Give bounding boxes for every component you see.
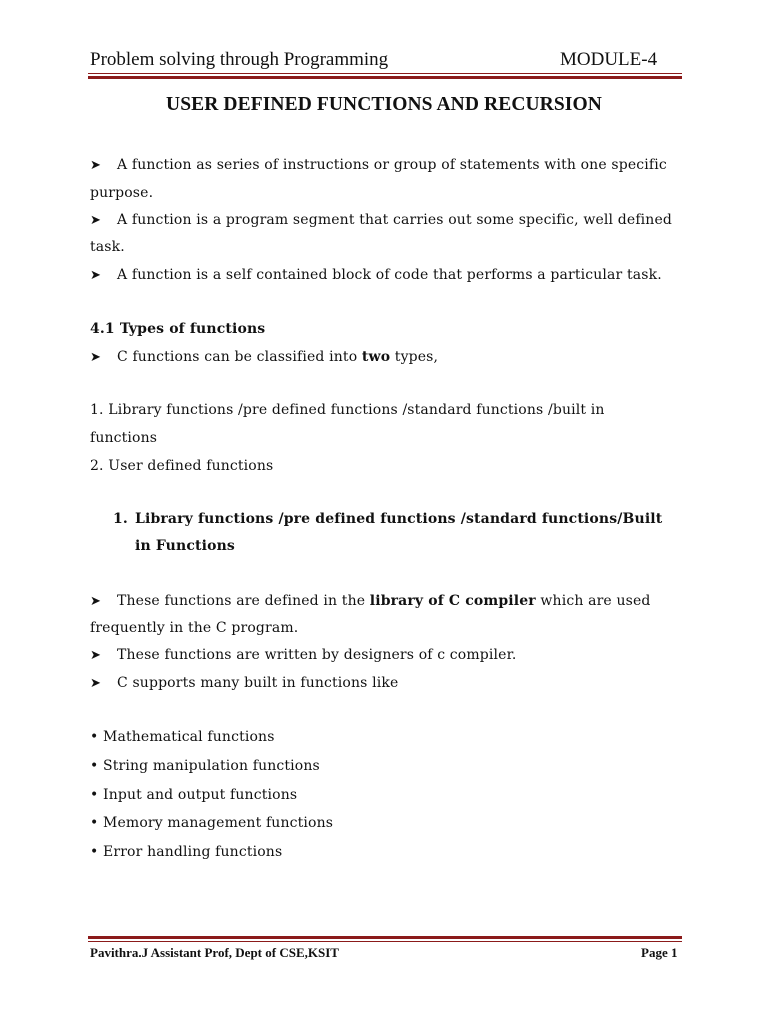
- arrowhead-bullet-icon: ➤: [90, 676, 102, 691]
- builtin-list-item: • String manipulation functions: [90, 758, 320, 774]
- subsection-number: 1.: [113, 511, 128, 527]
- type-item-1-cont: functions: [90, 430, 158, 446]
- intro-line-1: ➤ A function as series of instructions or group of statements with one specific: [90, 157, 667, 173]
- intro-line-2-cont: task.: [90, 239, 125, 255]
- arrowhead-bullet-icon: ➤: [90, 350, 102, 365]
- arrowhead-bullet-icon: ➤: [90, 648, 102, 663]
- footer-rule-thin: [88, 941, 682, 942]
- intro-line-2: ➤ A function is a program segment that carries out some specific, well defined: [90, 212, 672, 228]
- builtin-list-item: • Mathematical functions: [90, 729, 275, 745]
- type-item-1: 1. Library functions /pre defined functions /standard functions /built in: [90, 402, 605, 418]
- footer-page-number: Page 1: [641, 945, 678, 960]
- builtin-list-item: • Error handling functions: [90, 844, 283, 860]
- section-line: ➤ C functions can be classified into two types,: [90, 349, 439, 365]
- subsection-heading-line-1: Library functions /pre defined functions /standard functions/Built: [135, 511, 663, 527]
- arrowhead-bullet-icon: ➤: [90, 213, 102, 228]
- header-rule-thin: [88, 73, 682, 74]
- type-item-2: 2. User defined functions: [90, 458, 274, 474]
- subsection-para-1-cont: frequently in the C program.: [90, 620, 299, 636]
- page-title: USER DEFINED FUNCTIONS AND RECURSION: [166, 94, 602, 115]
- subsection-para-2: ➤ These functions are written by designers of c compiler.: [90, 647, 517, 663]
- footer-author: Pavithra.J Assistant Prof, Dept of CSE,KSIT: [90, 945, 339, 960]
- intro-line-3: ➤ A function is a self contained block of code that performs a particular task.: [90, 267, 662, 283]
- footer-rule-thick: [88, 936, 682, 939]
- arrowhead-bullet-icon: ➤: [90, 158, 102, 173]
- subsection-heading-line-2: in Functions: [135, 538, 235, 554]
- builtin-list-item: • Input and output functions: [90, 787, 298, 803]
- subsection-para-1: ➤ These functions are defined in the library of C compiler which are used: [90, 593, 651, 609]
- builtin-list-item: • Memory management functions: [90, 815, 334, 831]
- subsection-para-3: ➤ C supports many built in functions like: [90, 675, 399, 691]
- section-heading: 4.1 Types of functions: [90, 321, 266, 337]
- header-rule-thick: [88, 76, 682, 79]
- header-title: Problem solving through Programming: [90, 49, 389, 70]
- header-module: MODULE-4: [560, 49, 658, 70]
- arrowhead-bullet-icon: ➤: [90, 594, 102, 609]
- intro-line-1-cont: purpose.: [90, 185, 154, 201]
- arrowhead-bullet-icon: ➤: [90, 268, 102, 283]
